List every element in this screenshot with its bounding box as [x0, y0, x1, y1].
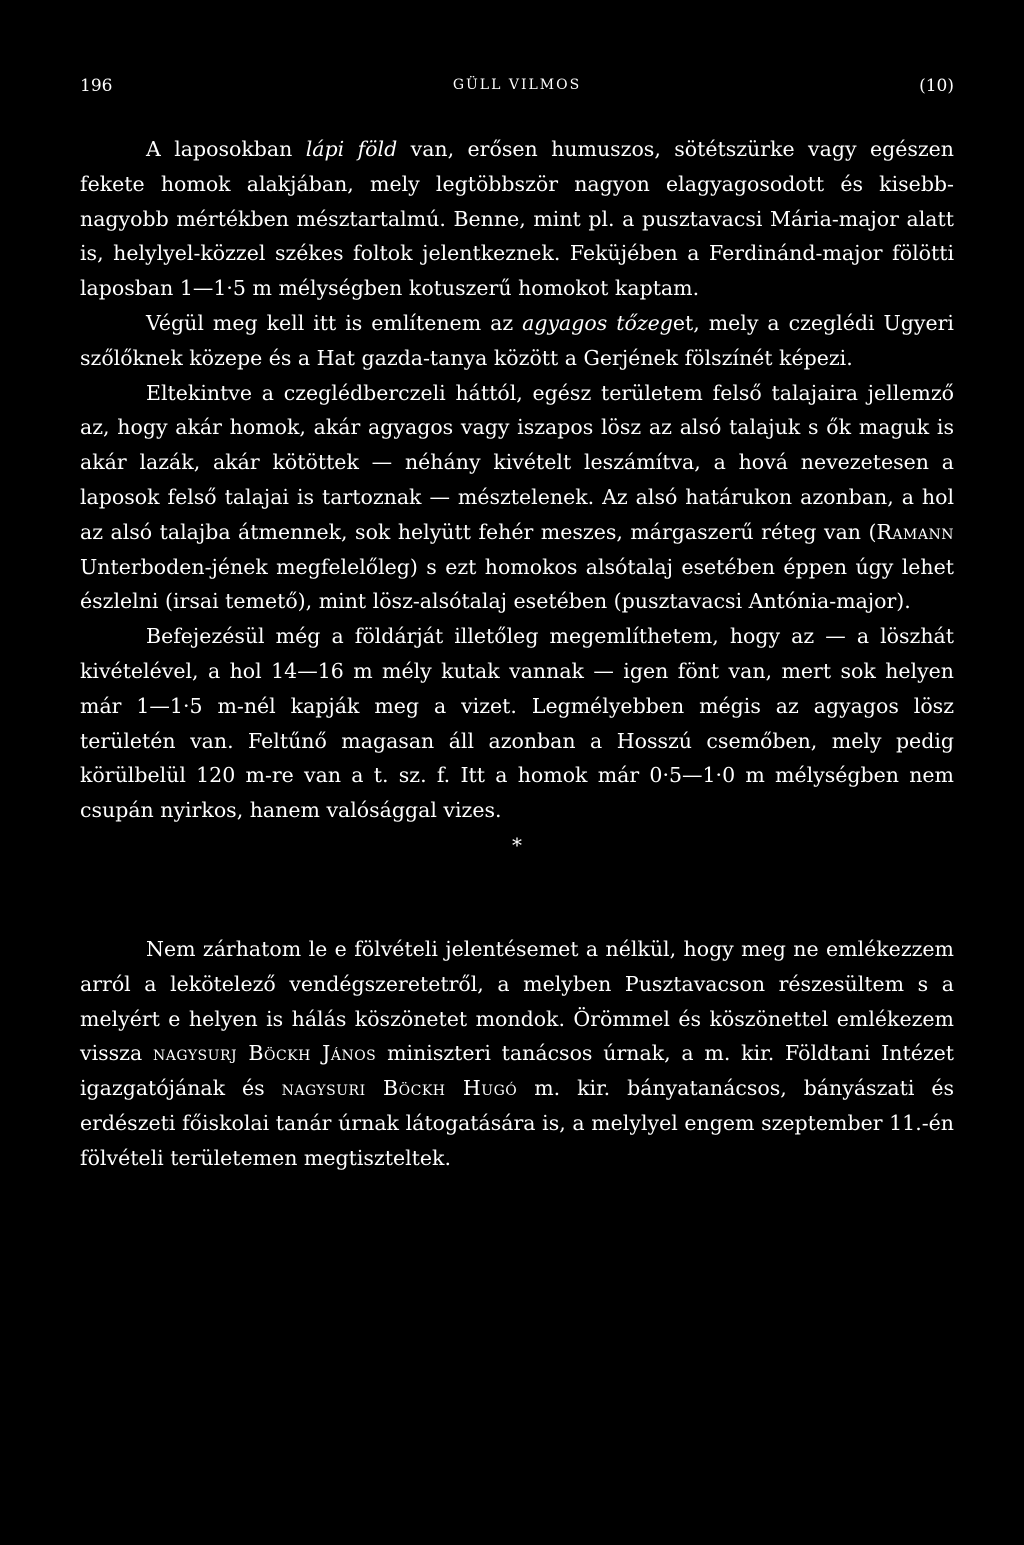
text-span: Unterboden-jének megfelelőleg) s ezt homokos alsótalaj esetében éppen úgy lehet észlelni (irsai temető), mint lösz-alsótalaj esetében (pusztavacsi Antónia-major).	[80, 554, 954, 614]
text-span: A laposokban	[146, 137, 306, 161]
section-separator: *	[512, 832, 522, 857]
body-text	[80, 132, 954, 1176]
document-page	[80, 0, 954, 1545]
text-span: m. kir. bányatanácsos, bányászati és erdészeti főiskolai tanár úrnak látogatására is, a melylyel engem szeptember 11.-én fölvételi területemen megtiszteltek.	[80, 1076, 954, 1170]
running-header	[80, 76, 954, 104]
paragraph-lapi-fold	[80, 132, 954, 306]
italic-term: agyagos tőzeg	[522, 310, 673, 335]
paragraph-foldarja: Befejezésül még a földárját illetőleg megemlíthetem, hogy az — a löszhát kivételével, a hol 14—16 m mély kutak vannak — igen fönt van, mert sok helyen már 1—1·5 m-nél kapják meg a vizet. Legmélyebben mégis az agyagos lösz területén van. Feltűnő magasan áll azonban a Hosszú csemőben, mely pedig körülbelül 120 m-re van a t. sz. f. Itt a homok már 0·5—1·0 m mélységben nem csupán nyirkos, hanem valósággal vizes.	[80, 624, 954, 823]
running-author: GÜLL VILMOS	[452, 77, 582, 93]
text-span: Eltekintve a czeglédberczeli háttól, egész területem felső talajaira jellemző az, hogy akár homok, akár agyagos vagy iszapos lösz az alsó talajuk s ők maguk is akár lazák, akár kötöttek — néhány kivételt leszámítva, a hová nevezetesen a laposok felső talajai is tartoznak — mésztelenek. Az alsó határukon azonban, a hol az alsó talajba átmennek, sok helyütt fehér meszes, márgaszerű réteg van (	[80, 380, 954, 544]
text-span: miniszteri tanácsos úrnak, a m. kir. Földtani Intézet igazgatójának és	[80, 1041, 955, 1101]
small-caps-name: nagysurj Böckh János	[153, 1041, 377, 1066]
text-span: Nem zárhatom le e fölvételi jelentésemet a nélkül, hogy meg ne emlékezzem arról a lekötelező vendégszeretetről, a melyben Pusztavacson részesültem s a melyért e helyen is hálás köszönetet mondok. Örömmel és köszönettel emlékezem vissza	[80, 936, 954, 1066]
text-span: Végül meg kell itt is említenem az	[146, 310, 523, 335]
page-number: 196	[80, 76, 113, 96]
small-caps-name: Ramann	[876, 519, 954, 544]
text-span: van, erősen humuszos, sötétszürke vagy egészen fekete homok alakjában, mely legtöbbször nagyon elagyagosodott és kisebb-nagyobb mértékben mésztartalmú. Benne, mint pl. a pusztavacsi Mária-major alatt is, helylyel-közzel székes foltok jelentkeznek. Feküjében a Ferdinánd-major fölötti laposban 1—1·5 m mélységben kotuszerű homokot kaptam.	[80, 137, 954, 301]
paragraph-felso-talaj	[80, 376, 954, 620]
paragraph-closing	[80, 932, 954, 1176]
italic-term: lápi föld	[305, 137, 398, 161]
paragraph-agyagos-tozeg	[80, 306, 954, 376]
text-span: et, mely a czeglédi Ugyeri szőlőknek közepe és a Hat gazda-tanya között a Gerjének fölszínét képezi.	[80, 310, 954, 370]
section-number: (10)	[919, 76, 954, 96]
small-caps-name: nagysuri Böckh Hugó	[281, 1076, 518, 1101]
